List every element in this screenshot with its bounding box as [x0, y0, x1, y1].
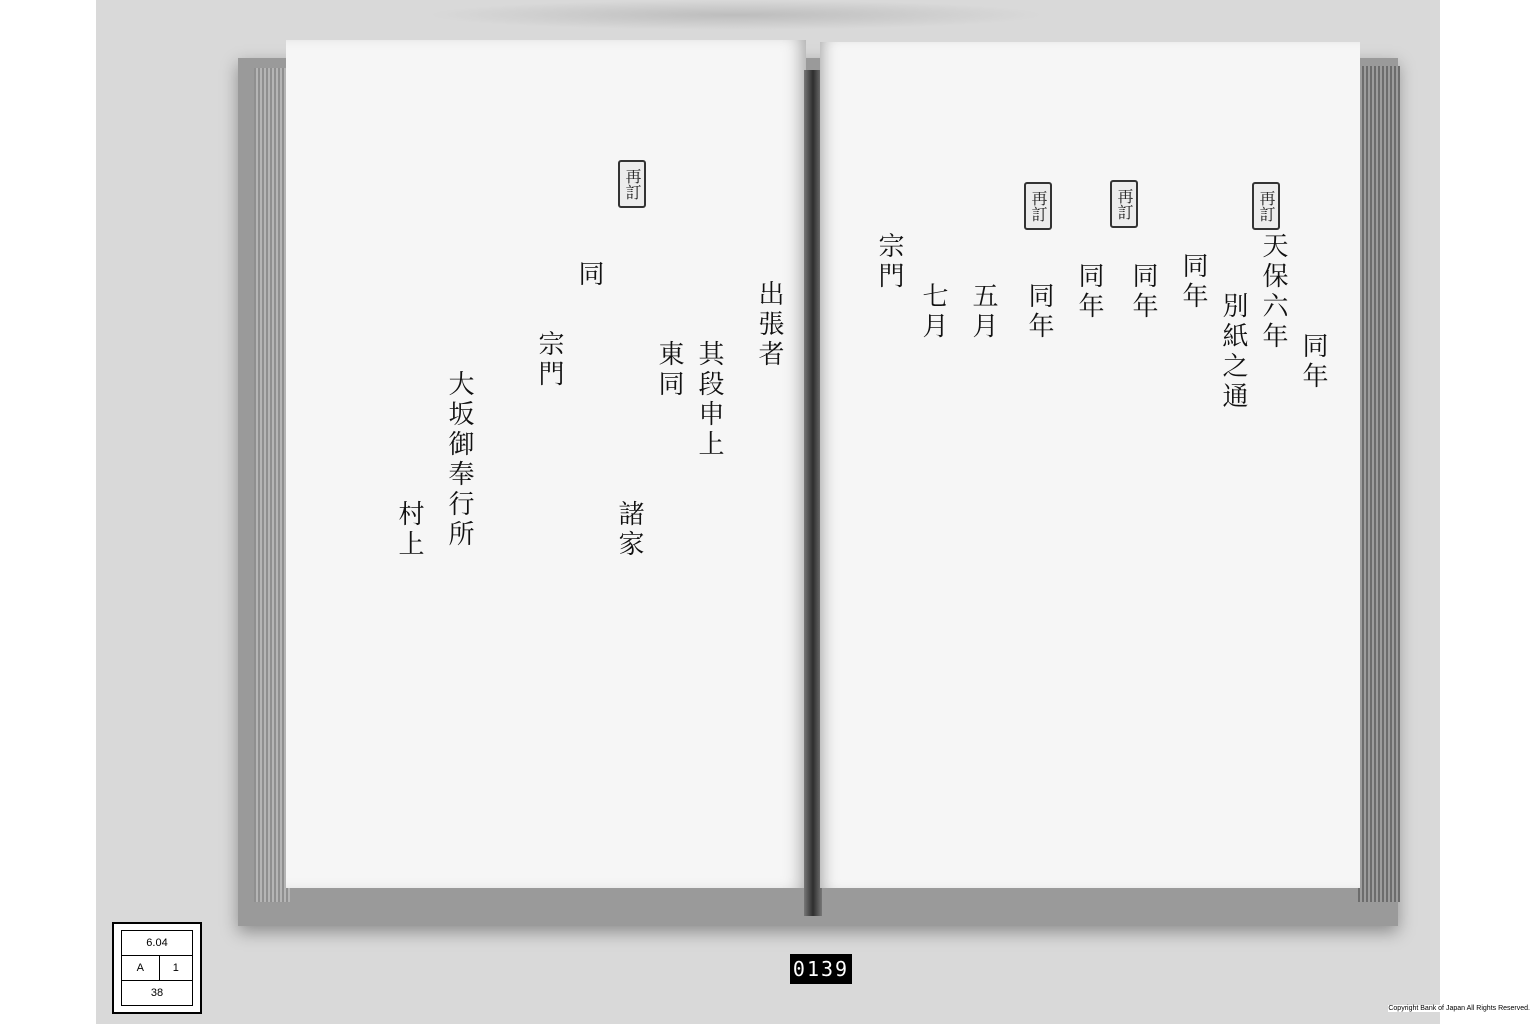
revision-seal: 再訂	[1110, 180, 1138, 228]
text-column: 同年	[1178, 252, 1208, 312]
reference-cell: A	[122, 956, 160, 981]
scan-background	[96, 0, 1440, 1024]
reference-cell: 38	[122, 981, 193, 1006]
right-page	[820, 42, 1360, 888]
text-column: 宗門	[874, 232, 904, 292]
text-column: 村上	[394, 500, 424, 560]
book-edge-right	[1358, 66, 1400, 902]
text-column: 出張者	[754, 280, 784, 370]
reference-card	[112, 922, 202, 1014]
text-column: 同年	[1298, 332, 1328, 392]
left-page	[286, 40, 806, 888]
text-column: 同年	[1128, 262, 1158, 322]
scan-shadow	[426, 0, 1046, 30]
text-column: 天保六年	[1258, 232, 1288, 352]
reference-table	[121, 930, 193, 1006]
text-column: 七月	[918, 282, 948, 342]
text-column: 諸家	[614, 500, 644, 560]
text-column: 同年	[1074, 262, 1104, 322]
revision-seal: 再訂	[1252, 182, 1280, 230]
book-edge-left	[254, 68, 290, 902]
frame-number: 0139	[790, 954, 852, 984]
copyright-notice: Copyright Bank of Japan All Rights Reserved.	[1388, 1005, 1530, 1012]
text-column: 別紙之通	[1218, 292, 1248, 412]
text-column: 五月	[968, 282, 998, 342]
revision-seal: 再訂	[1024, 182, 1052, 230]
text-column: 大坂御奉行所	[444, 370, 474, 550]
text-column: 宗門	[534, 330, 564, 390]
text-column: 同	[574, 260, 604, 290]
revision-seal: 再訂	[618, 160, 646, 208]
reference-cell: 6.04	[122, 931, 193, 956]
text-column: 同年	[1024, 282, 1054, 342]
text-column: 東同	[654, 340, 684, 400]
text-column: 其段申上	[694, 340, 724, 460]
reference-cell: 1	[159, 956, 192, 981]
